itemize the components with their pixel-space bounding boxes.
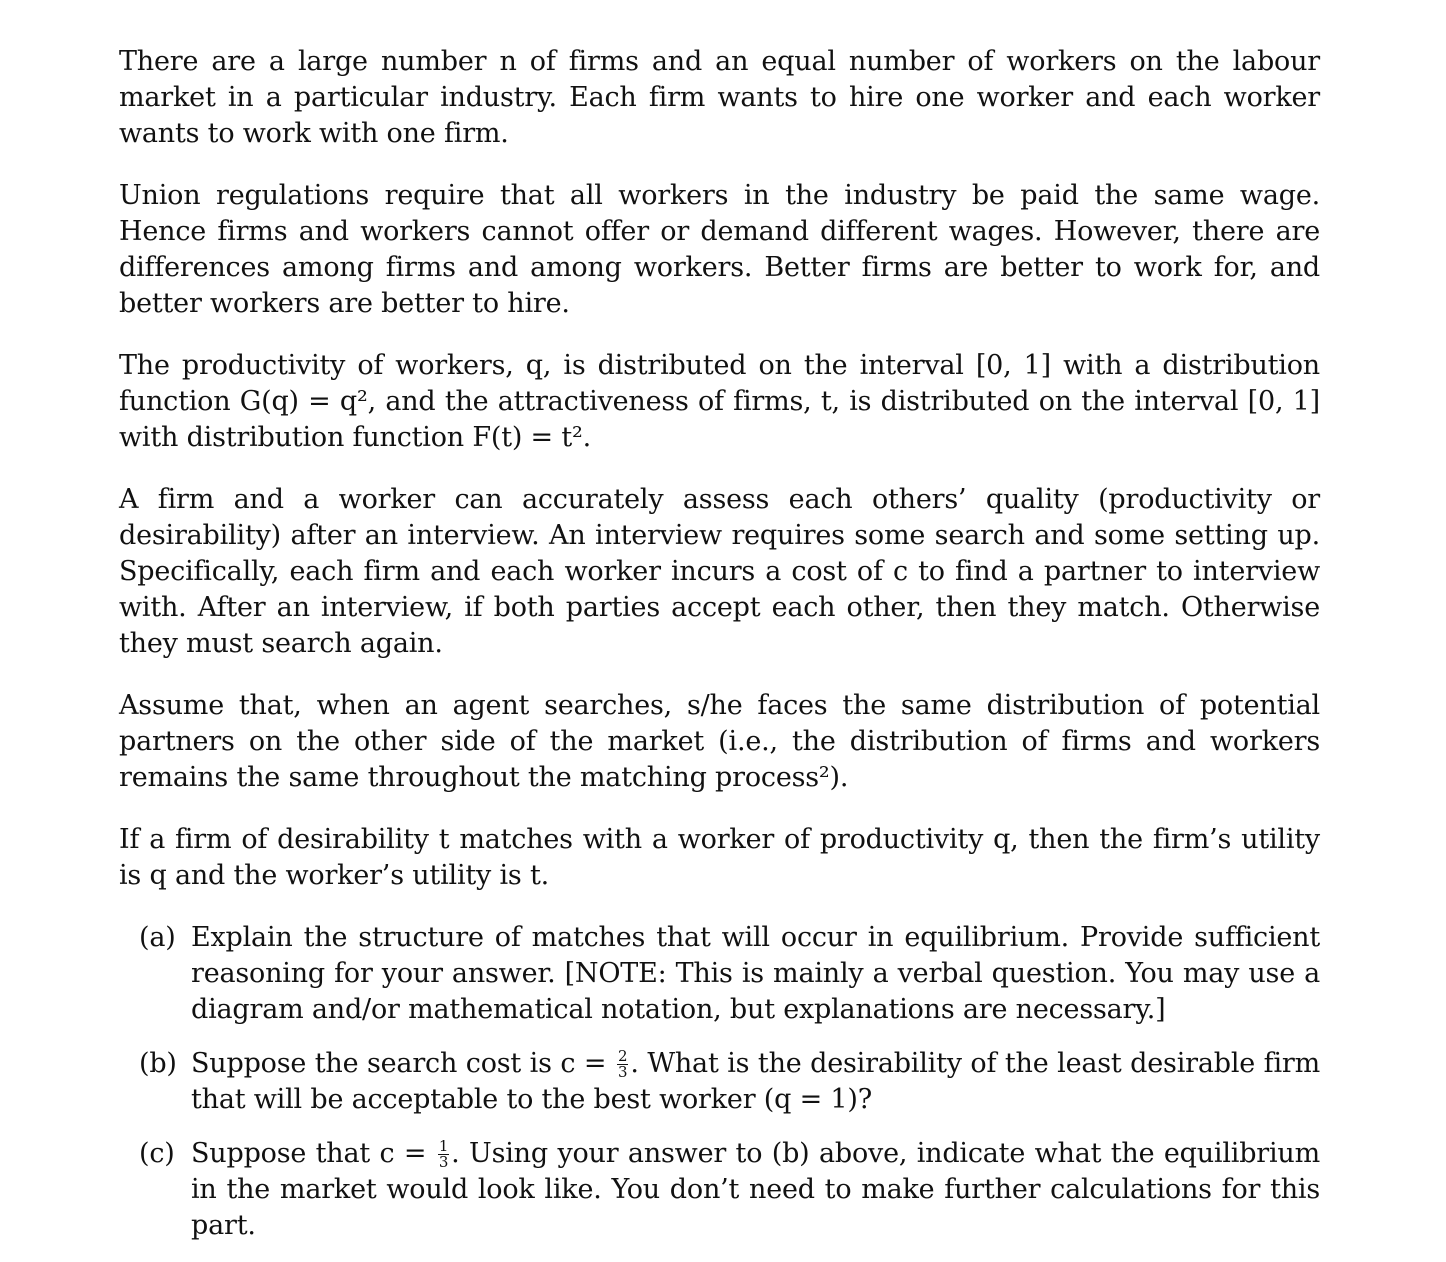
question-text: Explain the structure of matches that will occur in equilibrium. Provide sufficient reasoning for your answer. [NOTE: This is mainly a verbal question. You may use a diagram and/or mathematical notation, but explanations are necessary.] (191, 922, 1320, 1025)
paragraph-distributions: The productivity of workers, q, is distributed on the interval [0, 1] with a distribution function G(q) = q², and the attractiveness of firms, t, is distributed on the interval [0, 1] with distribution function F(t) = t². (119, 350, 1320, 453)
question-label: (b) (139, 1048, 177, 1079)
question-a (119, 920, 1320, 1028)
fraction-numerator: 1 (438, 1137, 449, 1155)
problem-statement (119, 44, 1320, 1262)
fraction (617, 1049, 628, 1080)
question-text-after: . What is the desirability of the least desirable firm that will be acceptable to the best worker (q = 1)? (191, 1048, 1320, 1115)
question-list (119, 920, 1320, 1244)
paragraph-utilities: If a firm of desirability t matches with a worker of productivity q, then the firm’s utility is q and the worker’s utility is t. (119, 824, 1320, 891)
question-text-before: Suppose the search cost is c = (191, 1048, 615, 1079)
fraction-denominator: 3 (617, 1063, 628, 1081)
fraction (438, 1139, 449, 1170)
question-text-before: Suppose that c = (191, 1138, 436, 1169)
fraction-numerator: 2 (617, 1047, 628, 1065)
paragraph-interview-cost: A firm and a worker can accurately assess each others’ quality (productivity or desirability) after an interview. An interview requires some search and some setting up. Specifically, each firm and each worker incurs a cost of c to find a partner to interview with. After an interview, if both parties accept each other, then they match. Otherwise they must search again. (119, 484, 1320, 659)
question-label: (a) (139, 922, 176, 953)
fraction-denominator: 3 (438, 1153, 449, 1171)
paragraph-search-assumption: Assume that, when an agent searches, s/he faces the same distribution of potential partners on the other side of the market (i.e., the distribution of firms and workers remains the same throughout the matching process²). (119, 690, 1320, 793)
question-text-after: . Using your answer to (b) above, indicate what the equilibrium in the market would look like. You don’t need to make further calculations for this part. (191, 1138, 1321, 1241)
paragraph-market-setup: There are a large number n of firms and an equal number of workers on the labour market in a particular industry. Each firm wants to hire one worker and each worker wants to work with one firm. (119, 46, 1320, 149)
question-b (119, 1046, 1320, 1118)
question-c (119, 1136, 1320, 1244)
question-label: (c) (139, 1138, 175, 1169)
paragraph-union-regulations: Union regulations require that all workers in the industry be paid the same wage. Hence firms and workers cannot offer or demand different wages. However, there are differences among firms and among workers. Better firms are better to work for, and better workers are better to hire. (119, 180, 1320, 319)
